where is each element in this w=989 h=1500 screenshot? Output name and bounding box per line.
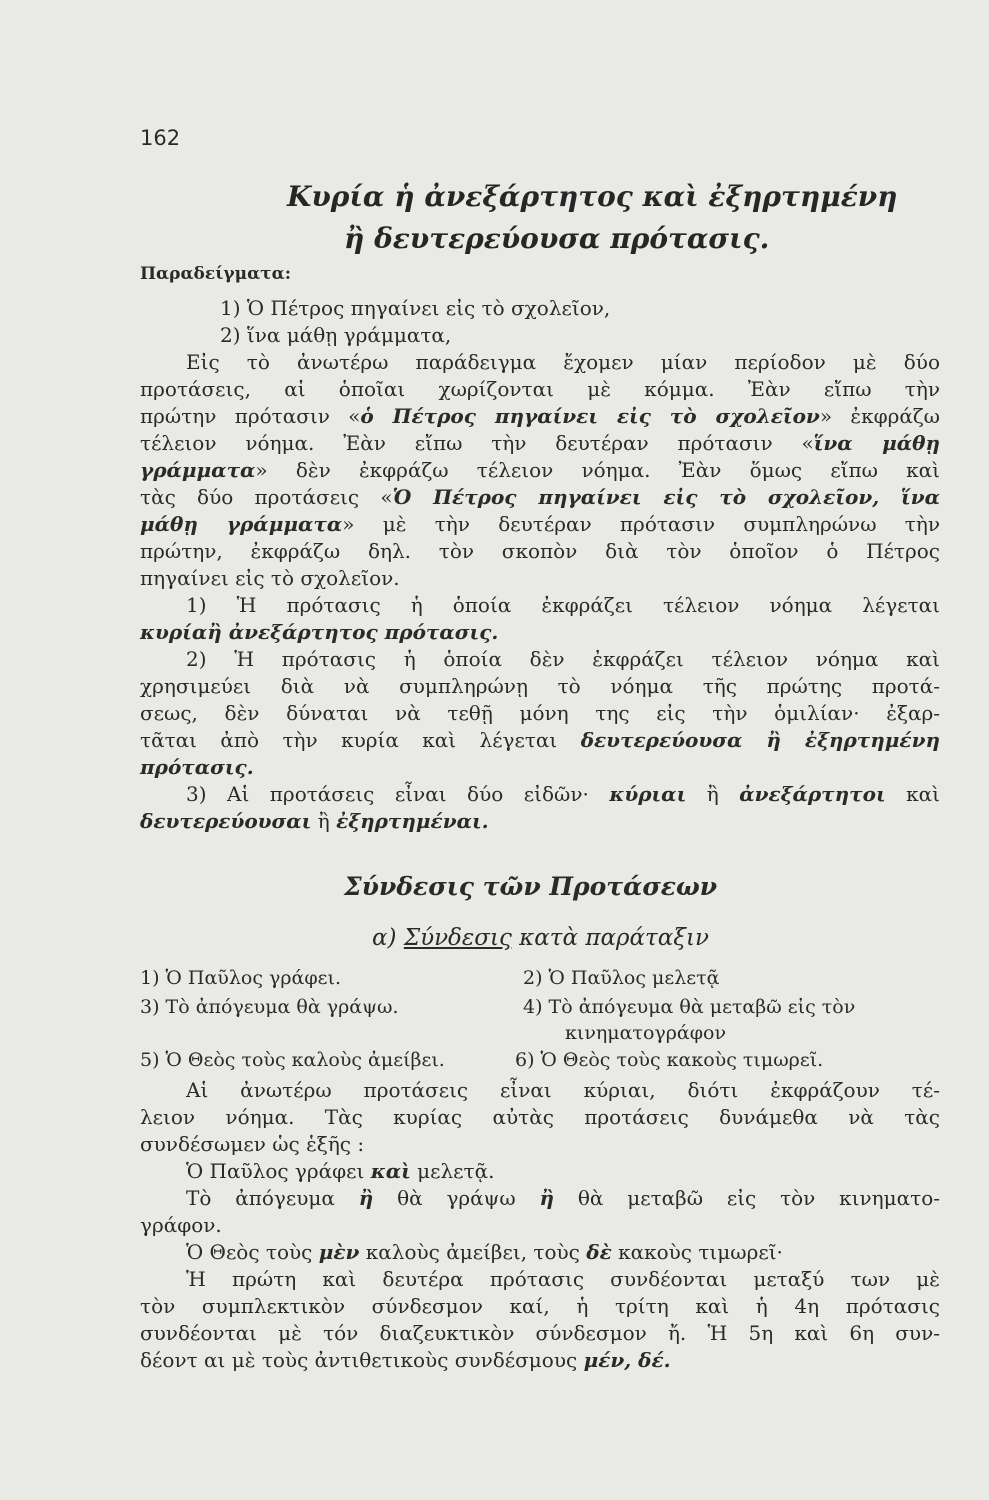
section-title: Σύνδεσις τῶν Προτάσεων bbox=[344, 872, 718, 901]
paragraph-1-line: μάθῃ γράμματα» μὲ τὴν δευτέραν πρότασιν συμπληρώνω τὴν bbox=[140, 512, 940, 536]
paragraph-1-line: προτάσεις, αἱ ὁποῖαι χωρίζονται μὲ κόμμα. Ἐὰν εἴπω τὴν bbox=[140, 377, 940, 401]
heading-line-1: Κυρία ἡ ἀνεξάρτητος καὶ ἐξηρτημένη bbox=[287, 180, 898, 213]
paragraph-1-line: πρώτην πρότασιν «ὁ Πέτρος πηγαίνει εἰς τὸ σχολεῖον» ἐκφράζω bbox=[140, 404, 940, 428]
example-sentence: 4) Τὸ ἀπόγευμα θὰ μεταβῶ εἰς τὸν bbox=[523, 996, 856, 1018]
page-number: 162 bbox=[140, 126, 181, 150]
paragraph-1-line: πηγαίνει εἰς τὸ σχολεῖον. bbox=[140, 566, 400, 590]
heading-line-2: ἢ δευτερεύουσα πρότασις. bbox=[344, 222, 770, 255]
closing-text bbox=[140, 1077, 940, 1374]
paragraph-1-line: τὰς δύο προτάσεις «Ὁ Πέτρος πηγαίνει εἰς τὸ σχολεῖον, ἵνα bbox=[140, 485, 940, 509]
paragraph-1-line: τέλειον νόημα. Ἐὰν εἴπω τὴν δευτέραν πρότασιν «ἵνα μάθῃ bbox=[140, 431, 940, 455]
paragraph-1-line: γράμματα» δὲν ἐκφράζω τέλειον νόημα. Ἐὰν ὅμως εἴπω καὶ bbox=[140, 458, 940, 482]
subsection-title: α) Σύνδεσις κατὰ παράταξιν bbox=[372, 925, 709, 951]
rule-2-line: τᾶται ἀπὸ τὴν κυρία καὶ λέγεται δευτερεύουσα ἢ ἐξηρτημένη bbox=[140, 728, 940, 752]
combined-sentence: γράφον. bbox=[140, 1213, 222, 1237]
combined-sentence: Ὁ Παῦλος γράφει καὶ μελετᾷ. bbox=[186, 1159, 495, 1183]
rule-3-line: δευτερεύουσαι ἢ ἐξηρτημέναι. bbox=[140, 809, 489, 833]
paragraph-3-line: τὸν συμπλεκτικὸν σύνδεσμον καί, ἡ τρίτη καὶ ἡ 4η πρότασις bbox=[140, 1294, 940, 1318]
paragraph-3-line: συνδέονται μὲ τόν διαζευκτικὸν σύνδεσμον ἤ. Ἡ 5η καὶ 6η συν- bbox=[140, 1321, 940, 1345]
rule-2-line: χρησιμεύει διὰ νὰ συμπληρώνῃ τὸ νόημα τῆς πρώτης προτά- bbox=[140, 674, 940, 698]
rule-1-term: κυρίαἢ ἀνεξάρτητος πρότασις. bbox=[140, 620, 499, 644]
example-1: 1) Ὁ Πέτρος πηγαίνει εἰς τὸ σχολεῖον, bbox=[220, 296, 611, 320]
example-sentence: 1) Ὁ Παῦλος γράφει. bbox=[140, 967, 342, 989]
example-sentence: 5) Ὁ Θεὸς τοὺς καλοὺς ἀμείβει. bbox=[140, 1049, 445, 1071]
rule-2-line: σεως, δὲν δύναται νὰ τεθῇ μόνη της εἰς τὴν ὁμιλίαν· ἐξαρ- bbox=[140, 701, 940, 725]
rule-2-term: πρότασις. bbox=[140, 755, 254, 779]
rule-2-line: 2) Ἡ πρότασις ἡ ὁποία δὲν ἐκφράζει τέλειον νόημα καὶ bbox=[186, 647, 940, 671]
paragraph-2-line: Αἱ ἀνωτέρω προτάσεις εἶναι κύριαι, διότι ἐκφράζουν τέ- bbox=[186, 1078, 940, 1102]
paragraph-3-line: δέοντ αι μὲ τοὺς ἀντιθετικοὺς συνδέσμους μέν, δέ. bbox=[140, 1348, 671, 1372]
paragraph-1-line: πρώτην, ἐκφράζω δηλ. τὸν σκοπὸν διὰ τὸν ὁποῖον ὁ Πέτρος bbox=[140, 539, 940, 563]
rule-3-line: 3) Αἱ προτάσεις εἶναι δύο εἰδῶν· κύριαι ἢ ἀνεξάρτητοι καὶ bbox=[186, 782, 940, 806]
example-sentence: κινηματογράφον bbox=[565, 1022, 727, 1044]
combined-sentence: Τὸ ἀπόγευμα ἢ θὰ γράψω ἢ θὰ μεταβῶ εἰς τὸν κινηματο- bbox=[186, 1186, 941, 1210]
example-2: 2) ἵνα μάθῃ γράμματα, bbox=[220, 323, 452, 347]
paragraph-1-line: Εἰς τὸ ἀνωτέρω παράδειγμα ἔχομεν μίαν περίοδον μὲ δύο bbox=[186, 350, 940, 374]
combined-sentence: Ὁ Θεὸς τοὺς μὲν καλοὺς ἀμείβει, τοὺς δὲ κακοὺς τιμωρεῖ· bbox=[186, 1240, 783, 1264]
rule-1-line: 1) Ἡ πρότασις ἡ ὁποία ἐκφράζει τέλειον νόημα λέγεται bbox=[186, 593, 940, 617]
example-sentence: 6) Ὁ Θεὸς τοὺς κακοὺς τιμωρεῖ. bbox=[515, 1049, 824, 1071]
paragraph-3-line: Ἡ πρώτη καὶ δευτέρα πρότασις συνδέονται μεταξύ των μὲ bbox=[186, 1267, 940, 1291]
example-sentence: 3) Τὸ ἀπόγευμα θὰ γράψω. bbox=[140, 996, 399, 1018]
main-text bbox=[140, 295, 940, 835]
paragraph-2-line: λειον νόημα. Τὰς κυρίας αὐτὰς προτάσεις δυνάμεθα νὰ τὰς bbox=[140, 1105, 940, 1129]
example-sentence: 2) Ὁ Παῦλος μελετᾷ bbox=[523, 967, 720, 989]
examples-label: Παραδείγματα: bbox=[140, 264, 291, 284]
paragraph-2-line: συνδέσωμεν ὡς ἑξῆς : bbox=[140, 1132, 365, 1156]
